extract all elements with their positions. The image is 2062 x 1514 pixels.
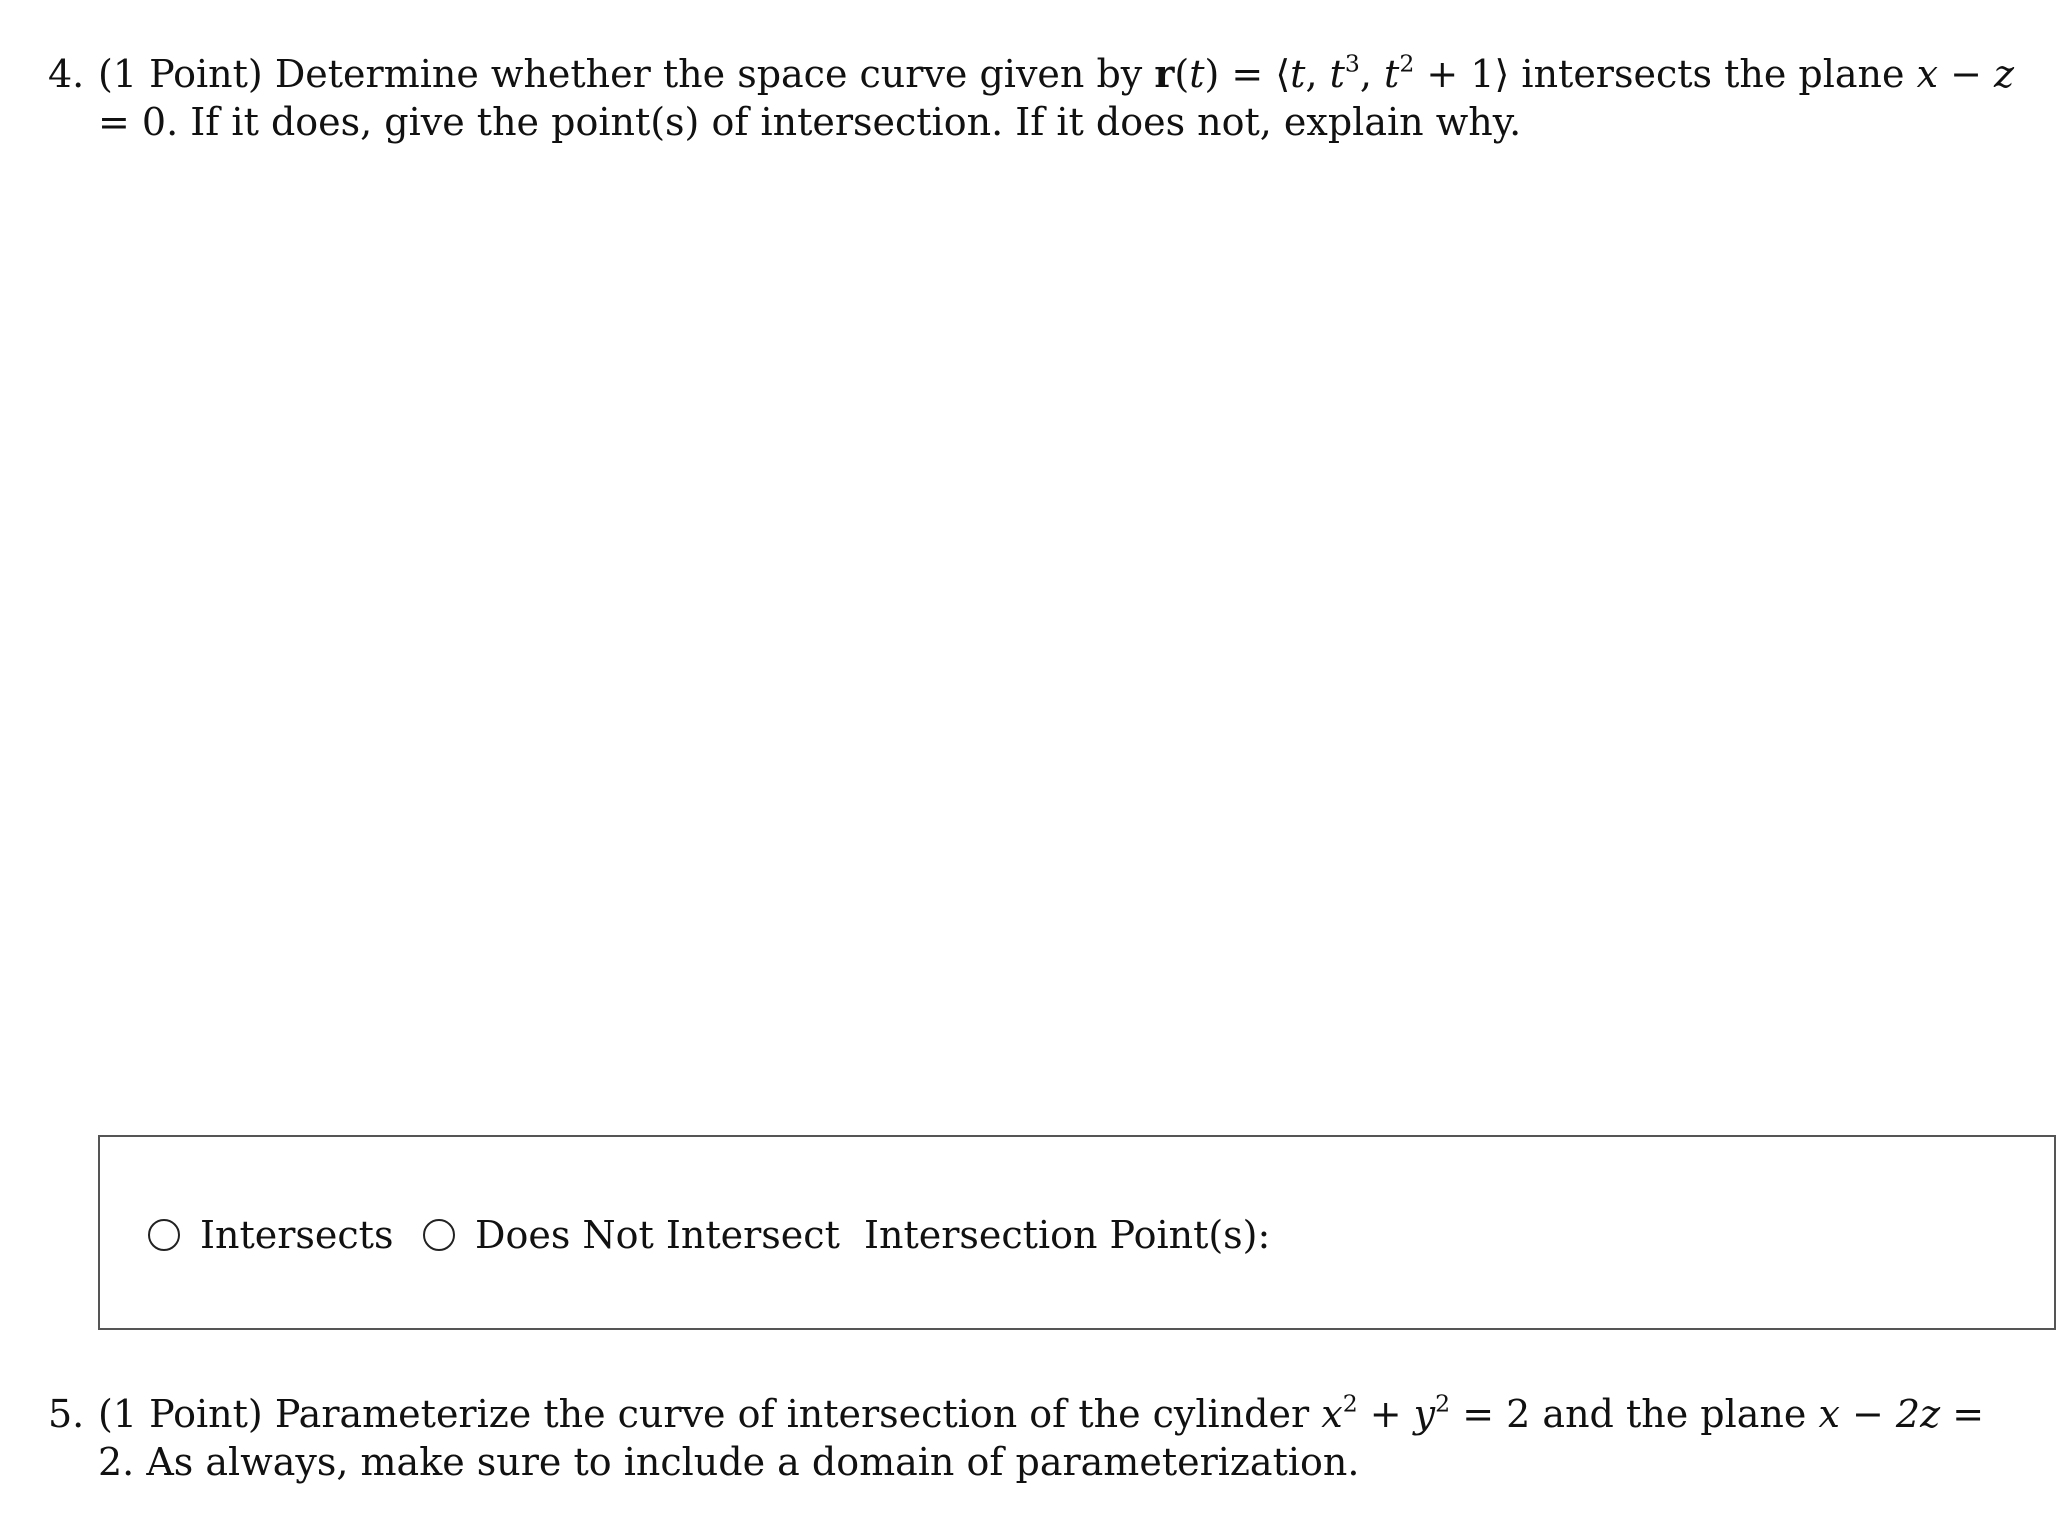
radio-intersects[interactable]: [148, 1213, 393, 1257]
intersection-points-field[interactable]: [1280, 1203, 2020, 1267]
problem-number: 5.: [48, 1392, 85, 1436]
radio-label: Intersects: [200, 1213, 394, 1257]
answer-box: [98, 1135, 2056, 1330]
curve-expression: r(t) = ⟨t, $t^3$, $t^2$ + 1⟩: [1154, 49, 1510, 96]
plane-expression: x − z: [1916, 52, 2015, 96]
radio-does-not-intersect[interactable]: [423, 1213, 840, 1257]
intersection-points-label: Intersection Point(s):: [864, 1213, 1271, 1257]
radio-circle-icon[interactable]: [423, 1219, 455, 1251]
problem-number: 4.: [48, 52, 85, 96]
problem-text: (1 Point) Parameterize the curve of intersection of the cylinder $x^2 + y^2 = 2$ and the plane x − 2z = 2. As always, make sure to include a domain of parameterization.: [98, 1389, 1985, 1484]
radio-label: Does Not Intersect: [475, 1213, 840, 1257]
plane-expression: x − 2z: [1818, 1392, 1941, 1436]
cylinder-expression: $x^2 + y^2 = 2$: [1321, 1389, 1531, 1436]
radio-circle-icon[interactable]: [148, 1219, 180, 1251]
problem-text: (1 Point) Determine whether the space curve given by r(t) = ⟨t, $t^3$, $t^2$ + 1⟩ intersects the plane x − z = 0. If it does, give the point(s) of intersection. If it does not, explain why.: [98, 49, 2015, 144]
